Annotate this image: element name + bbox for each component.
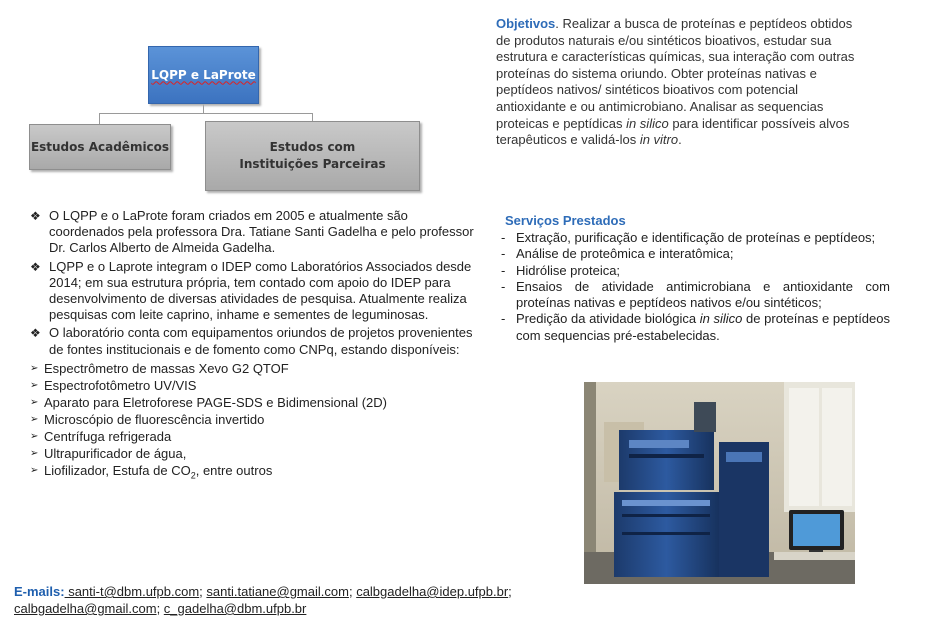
objetivos-text-1: . Realizar a busca de proteínas e peptídeos obtidos de produtos naturais e/ou sintéticos bioativos, estudar sua estrutura e características químicas, sua interação com outras proteínas do sistema oriundo. Obter proteínas nativas e peptídeos nativos/ sintéticos bioativos com potencial antioxidante e ou antimicrobiano. Analisar as sequencias proteicas e peptídicas xyxy=(496,16,855,131)
dash-bullet-icon: - xyxy=(501,278,506,294)
servico-last-prefix: Predição da atividade biológica xyxy=(516,311,700,327)
servico-item xyxy=(500,263,890,279)
arrow-bullet-icon: ➢ xyxy=(30,431,39,443)
equipment-last-suffix: , entre outros xyxy=(195,463,273,479)
servico-text: Extração, purificação e identificação de proteínas e peptídeos; xyxy=(516,230,876,245)
equipment-text: Espectrômetro de massas Xevo G2 QTOF xyxy=(44,360,289,376)
objetivos-paragraph xyxy=(496,16,856,149)
bullet-text: O laboratório conta com equipamentos oriundos de projetos provenientes de fontes institucionais e de fomento como CNPq, estando disponíveis: xyxy=(49,325,473,357)
email-separator: ; xyxy=(508,584,512,599)
email-link[interactable]: calbgadelha@gmail.com xyxy=(14,601,157,616)
equipment-item xyxy=(30,462,475,485)
servico-text: Ensaios de atividade antimicrobiana e antioxidante com proteínas nativas e peptídeos nativos e/ou sintéticos; xyxy=(516,278,890,311)
equipment-text: Ultrapurificador de água, xyxy=(44,446,187,462)
email-separator: ; xyxy=(199,584,207,599)
org-connector-left xyxy=(99,113,100,124)
email-link[interactable]: santi-t@dbm.ufpb.com xyxy=(64,584,200,599)
bullet-item xyxy=(30,325,475,357)
dash-bullet-icon: - xyxy=(501,246,506,262)
arrow-bullet-icon: ➢ xyxy=(30,379,39,391)
bullet-text: O LQPP e o LaProte foram criados em 2005 e atualmente são coordenados pela professora Dra. Tatiane Santi Gadelha e pelo professor Dr. Carlos Alberto de Almeida Gadelha. xyxy=(49,208,474,256)
servico-item xyxy=(500,230,890,246)
servico-text: Análise de proteômica e interatômica; xyxy=(516,246,734,262)
objetivos-text-3: . xyxy=(678,132,682,148)
lab-description xyxy=(30,208,475,485)
arrow-bullet-icon: ➢ xyxy=(30,414,39,426)
org-connector-right xyxy=(312,113,313,121)
lab-equipment-photo xyxy=(584,382,855,584)
arrow-bullet-icon: ➢ xyxy=(30,397,39,409)
objetivos-italic-2: in vitro xyxy=(639,132,679,148)
emails-block xyxy=(14,583,614,617)
servico-item xyxy=(500,311,890,344)
equipment-text: Espectrofotômetro UV/VIS xyxy=(44,377,197,393)
servico-item xyxy=(500,246,890,262)
equipment-text xyxy=(44,463,273,481)
objetivos-label: Objetivos xyxy=(496,16,556,31)
servicos-title: Serviços Prestados xyxy=(505,213,626,228)
diamond-bullet-icon: ❖ xyxy=(30,326,41,341)
dash-bullet-icon: - xyxy=(501,262,506,278)
org-left-label: Estudos Acadêmicos xyxy=(30,139,170,154)
org-left-box xyxy=(29,124,171,170)
equipment-item xyxy=(30,394,475,411)
servico-last-italic: in silico xyxy=(699,311,743,327)
objetivos-text-2: para identificar possíveis alvos terapêuticos e validá-los xyxy=(496,115,850,148)
org-root-box xyxy=(148,46,259,104)
equipment-last-prefix: Liofilizador, Estufa de CO xyxy=(44,463,191,479)
equipment-text: Aparato para Eletroforese PAGE-SDS e Bidimensional (2D) xyxy=(44,395,387,411)
bullet-item xyxy=(30,259,475,324)
objetivos-italic-1: in silico xyxy=(626,115,669,131)
equipment-item xyxy=(30,411,475,428)
lab-photo-illustration xyxy=(584,382,855,584)
email-separator: ; xyxy=(348,584,357,599)
bullet-text: LQPP e o Laprote integram o IDEP como Laboratórios Associados desde 2014; em sua estrutura própria, tem contado com apoio do IDEP para desenvolvimento de diversas atividades de pesquisa. Atualmente realiza pesquisas com leite caprino, inhame e sementes de leguminosas. xyxy=(49,258,472,323)
email-link[interactable]: c_gadelha@dbm.ufpb.br xyxy=(163,601,307,616)
dash-bullet-icon: - xyxy=(501,230,506,245)
arrow-bullet-icon: ➢ xyxy=(30,448,39,460)
equipment-item xyxy=(30,360,475,377)
org-right-label: Estudos com Instituições Parceiras xyxy=(239,140,386,171)
emails-label: E-mails: xyxy=(14,584,65,599)
org-root-label: LQPP e LaProte xyxy=(151,67,256,82)
servico-last-suffix: de proteínas e peptídeos com sequencias pré-estabelecidas. xyxy=(516,311,891,343)
org-right-box xyxy=(205,121,420,191)
servicos-list xyxy=(500,230,890,344)
equipment-last-sub: 2 xyxy=(190,470,196,481)
servico-item xyxy=(500,279,890,312)
dash-bullet-icon: - xyxy=(501,311,506,327)
email-link[interactable]: calbgadelha@idep.ufpb.br xyxy=(356,584,509,599)
equipment-item xyxy=(30,445,475,462)
servico-text: Hidrólise proteica; xyxy=(516,262,621,278)
equipment-text: Centrífuga refrigerada xyxy=(44,429,172,445)
email-separator: ; xyxy=(156,601,164,616)
equipment-item xyxy=(30,377,475,394)
equipment-text: Microscópio de fluorescência invertido xyxy=(44,412,265,428)
arrow-bullet-icon: ➢ xyxy=(30,362,39,374)
bullet-item xyxy=(30,208,475,257)
email-link[interactable]: santi.tatiane@gmail.com xyxy=(206,584,349,599)
diamond-bullet-icon: ❖ xyxy=(30,259,41,274)
servico-text xyxy=(516,311,890,342)
diamond-bullet-icon: ❖ xyxy=(30,209,41,223)
org-connector-vertical xyxy=(203,104,204,113)
arrow-bullet-icon: ➢ xyxy=(30,465,39,477)
org-connector-horizontal xyxy=(99,113,312,114)
equipment-item xyxy=(30,428,475,445)
